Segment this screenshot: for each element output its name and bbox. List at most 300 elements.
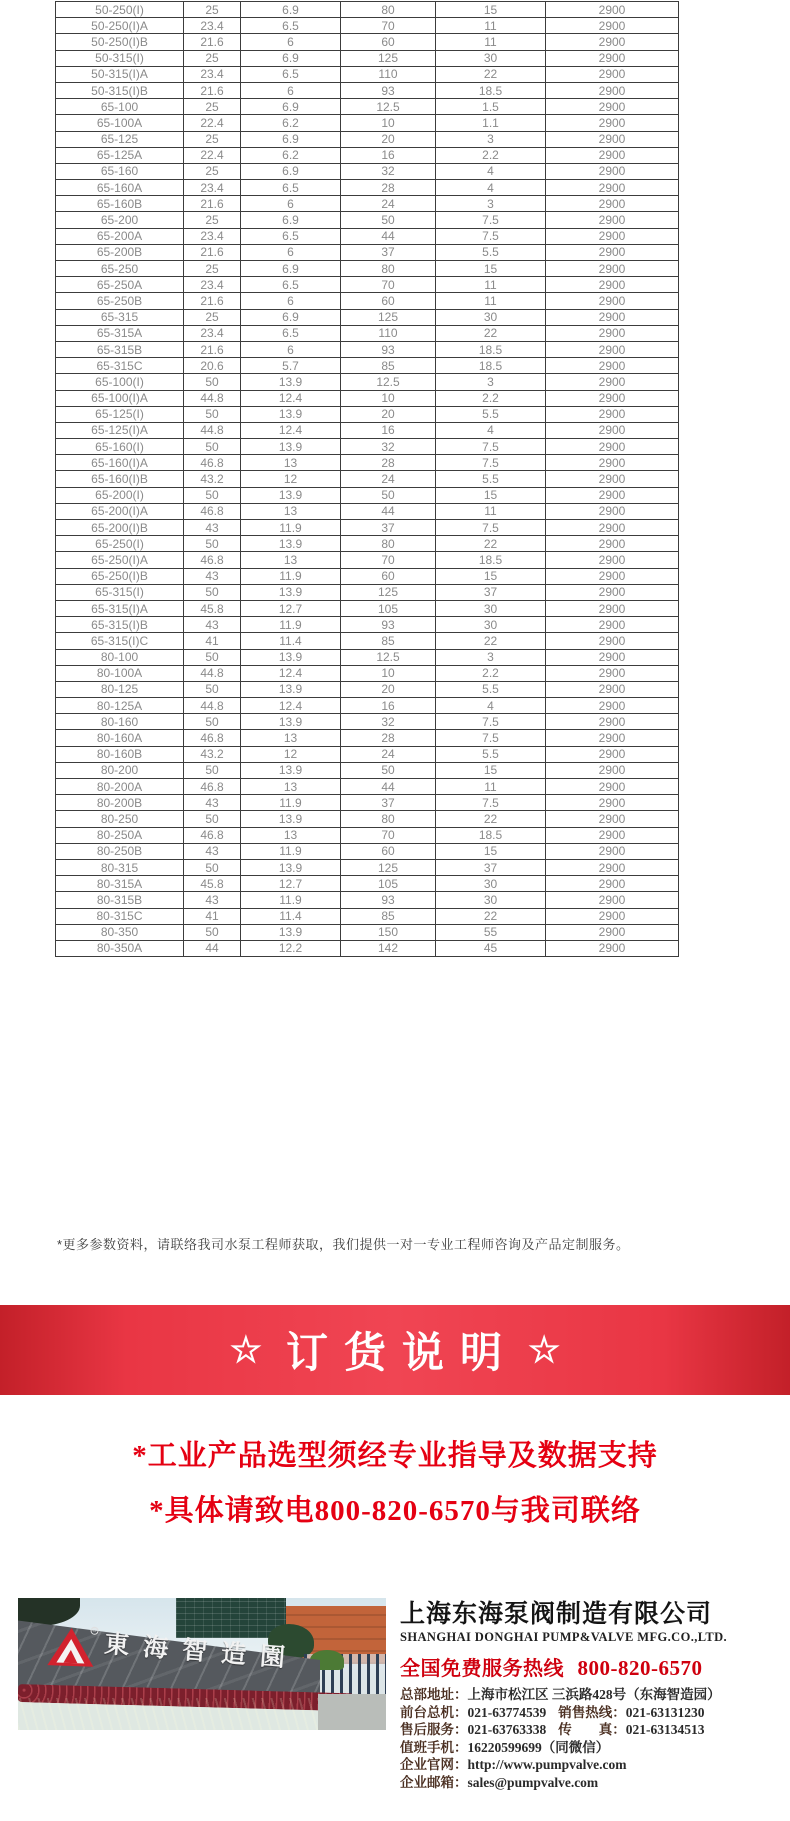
table-cell: 50-250(I) (56, 2, 184, 18)
table-cell: 6.2 (241, 115, 341, 131)
table-cell: 12.7 (241, 876, 341, 892)
table-cell: 50 (341, 762, 436, 778)
table-cell: 2900 (546, 50, 679, 66)
table-cell: 18.5 (436, 341, 546, 357)
table-cell: 43 (184, 568, 241, 584)
table-cell: 15 (436, 2, 546, 18)
table-cell: 23.4 (184, 18, 241, 34)
table-cell: 10 (341, 390, 436, 406)
table-cell: 2900 (546, 908, 679, 924)
table-cell: 2900 (546, 665, 679, 681)
table-cell: 6.9 (241, 99, 341, 115)
table-cell: 2900 (546, 2, 679, 18)
contact-line (400, 1721, 778, 1739)
contact-line (400, 1739, 778, 1757)
table-cell: 2900 (546, 34, 679, 50)
table-cell: 65-125A (56, 147, 184, 163)
table-cell: 80-160A (56, 730, 184, 746)
table-cell: 24 (341, 746, 436, 762)
table-cell: 6.9 (241, 309, 341, 325)
table-cell: 55 (436, 924, 546, 940)
table-cell: 6.9 (241, 2, 341, 18)
contact-label: 总部地址： (400, 1687, 468, 1702)
table-cell: 2900 (546, 876, 679, 892)
table-cell: 25 (184, 309, 241, 325)
table-row (56, 779, 679, 795)
table-cell: 16 (341, 422, 436, 438)
table-cell: 65-315(I)C (56, 633, 184, 649)
table-cell: 6.5 (241, 277, 341, 293)
table-cell: 30 (436, 876, 546, 892)
table-cell: 6 (241, 82, 341, 98)
table-cell: 10 (341, 115, 436, 131)
table-cell: 46.8 (184, 552, 241, 568)
table-cell: 65-200(I)B (56, 520, 184, 536)
table-row (56, 503, 679, 519)
table-cell: 44 (341, 503, 436, 519)
table-cell: 50 (184, 859, 241, 875)
table-cell: 50 (184, 924, 241, 940)
table-cell: 80 (341, 2, 436, 18)
hotline-label: 全国免费服务热线 (400, 1658, 564, 1680)
table-row (56, 2, 679, 18)
table-cell: 12 (241, 471, 341, 487)
table-cell: 65-100 (56, 99, 184, 115)
table-cell: 12.2 (241, 940, 341, 956)
table-row (56, 50, 679, 66)
table-row (56, 827, 679, 843)
hotline-number: 800-820-6570 (577, 1656, 703, 1680)
table-cell: 13.9 (241, 859, 341, 875)
table-cell: 46.8 (184, 827, 241, 843)
table-cell: 43 (184, 892, 241, 908)
table-cell: 2900 (546, 698, 679, 714)
table-row (56, 325, 679, 341)
table-row (56, 908, 679, 924)
table-cell: 18.5 (436, 358, 546, 374)
table-cell: 2900 (546, 617, 679, 633)
table-cell: 2900 (546, 99, 679, 115)
table-cell: 93 (341, 617, 436, 633)
table-cell: 11.9 (241, 617, 341, 633)
table-cell: 11.9 (241, 795, 341, 811)
table-cell: 6 (241, 341, 341, 357)
table-cell: 43 (184, 843, 241, 859)
contact-value[interactable]: http://www.pumpvalve.com (467, 1757, 627, 1773)
contact-value[interactable]: sales@pumpvalve.com (467, 1774, 599, 1790)
table-cell: 65-160 (56, 163, 184, 179)
table-cell: 15 (436, 843, 546, 859)
table-cell: 80-160 (56, 714, 184, 730)
table-cell: 2900 (546, 746, 679, 762)
table-cell: 2900 (546, 341, 679, 357)
table-cell: 80-250A (56, 827, 184, 843)
table-cell: 22.4 (184, 115, 241, 131)
table-cell: 70 (341, 18, 436, 34)
table-cell: 43.2 (184, 746, 241, 762)
table-cell: 21.6 (184, 293, 241, 309)
contact-value: 021-63763338 (467, 1722, 547, 1738)
table-cell: 2900 (546, 681, 679, 697)
table-cell: 2900 (546, 439, 679, 455)
table-cell: 80-250B (56, 843, 184, 859)
table-cell: 2900 (546, 309, 679, 325)
table-cell: 11 (436, 779, 546, 795)
table-row (56, 196, 679, 212)
table-row (56, 66, 679, 82)
table-cell: 22 (436, 633, 546, 649)
table-cell: 80-250 (56, 811, 184, 827)
table-cell: 11.9 (241, 520, 341, 536)
table-row (56, 34, 679, 50)
table-row (56, 876, 679, 892)
table-cell: 21.6 (184, 34, 241, 50)
table-cell: 44.8 (184, 422, 241, 438)
table-cell: 50 (184, 536, 241, 552)
table-cell: 24 (341, 196, 436, 212)
table-cell: 2900 (546, 374, 679, 390)
table-cell: 80-160B (56, 746, 184, 762)
table-cell: 7.5 (436, 228, 546, 244)
table-cell: 11.9 (241, 568, 341, 584)
table-row (56, 892, 679, 908)
table-row (56, 422, 679, 438)
table-cell: 50-315(I)A (56, 66, 184, 82)
table-cell: 12.5 (341, 374, 436, 390)
table-row (56, 244, 679, 260)
pump-spec-table (55, 1, 679, 957)
table-cell: 80-125 (56, 681, 184, 697)
star-icon: ☆ (528, 1329, 561, 1370)
table-cell: 13 (241, 455, 341, 471)
contact-label: 企业邮箱： (400, 1774, 468, 1790)
table-cell: 65-100A (56, 115, 184, 131)
table-cell: 2900 (546, 811, 679, 827)
table-cell: 2900 (546, 293, 679, 309)
table-cell: 2900 (546, 131, 679, 147)
table-cell: 50-250(I)B (56, 34, 184, 50)
contact-lines (400, 1686, 778, 1792)
table-cell: 25 (184, 163, 241, 179)
table-row (56, 681, 679, 697)
company-name-en: SHANGHAI DONGHAI PUMP&VALVE MFG.CO.,LTD. (400, 1630, 728, 1644)
table-cell: 50-315(I)B (56, 82, 184, 98)
company-info (400, 1599, 778, 1792)
table-row (56, 131, 679, 147)
table-cell: 44.8 (184, 698, 241, 714)
contact-label: 传 真： (558, 1722, 626, 1738)
table-cell: 16 (341, 147, 436, 163)
table-cell: 13.9 (241, 924, 341, 940)
order-notices (0, 1433, 790, 1543)
table-cell: 13.9 (241, 681, 341, 697)
table-cell: 25 (184, 131, 241, 147)
table-cell: 25 (184, 212, 241, 228)
table-cell: 5.7 (241, 358, 341, 374)
table-cell: 110 (341, 325, 436, 341)
table-cell: 2900 (546, 196, 679, 212)
table-cell: 37 (341, 520, 436, 536)
table-cell: 2900 (546, 633, 679, 649)
table-cell: 22 (436, 811, 546, 827)
table-cell: 2900 (546, 827, 679, 843)
table-cell: 93 (341, 82, 436, 98)
contact-value: 021-63131230 (625, 1704, 705, 1720)
table-cell: 44 (341, 228, 436, 244)
table-cell: 25 (184, 261, 241, 277)
table-row (56, 600, 679, 616)
table-cell: 2900 (546, 261, 679, 277)
table-cell: 65-125(I)A (56, 422, 184, 438)
table-cell: 2900 (546, 487, 679, 503)
table-cell: 32 (341, 439, 436, 455)
table-cell: 23.4 (184, 180, 241, 196)
table-cell: 37 (436, 584, 546, 600)
table-cell: 1.1 (436, 115, 546, 131)
table-row (56, 455, 679, 471)
table-cell: 80-350 (56, 924, 184, 940)
table-row (56, 374, 679, 390)
table-cell: 21.6 (184, 244, 241, 260)
table-cell: 65-315C (56, 358, 184, 374)
table-cell: 23.4 (184, 277, 241, 293)
table-row (56, 115, 679, 131)
table-row (56, 552, 679, 568)
table-cell: 80-200A (56, 779, 184, 795)
table-cell: 2900 (546, 924, 679, 940)
table-cell: 2900 (546, 228, 679, 244)
table-cell: 10 (341, 665, 436, 681)
table-cell: 50 (341, 212, 436, 228)
table-cell: 44.8 (184, 665, 241, 681)
service-hotline (400, 1652, 778, 1681)
table-cell: 2900 (546, 115, 679, 131)
table-cell: 13.9 (241, 811, 341, 827)
table-cell: 65-250(I) (56, 536, 184, 552)
table-cell: 1.5 (436, 99, 546, 115)
table-cell: 7.5 (436, 439, 546, 455)
table-cell: 43 (184, 520, 241, 536)
table-cell: 11.4 (241, 633, 341, 649)
table-cell: 125 (341, 50, 436, 66)
table-cell: 23.4 (184, 325, 241, 341)
table-cell: 65-200A (56, 228, 184, 244)
table-row (56, 811, 679, 827)
table-cell: 23.4 (184, 66, 241, 82)
table-cell: 43 (184, 795, 241, 811)
table-row (56, 180, 679, 196)
table-row (56, 698, 679, 714)
table-cell: 41 (184, 908, 241, 924)
table-cell: 80-100A (56, 665, 184, 681)
table-cell: 13 (241, 827, 341, 843)
table-cell: 65-315A (56, 325, 184, 341)
table-cell: 15 (436, 487, 546, 503)
table-cell: 60 (341, 568, 436, 584)
table-cell: 85 (341, 633, 436, 649)
table-cell: 46.8 (184, 730, 241, 746)
table-cell: 65-315(I)B (56, 617, 184, 633)
table-cell: 2900 (546, 163, 679, 179)
table-cell: 5.5 (436, 244, 546, 260)
table-cell: 2900 (546, 180, 679, 196)
table-cell: 2900 (546, 795, 679, 811)
table-cell: 65-250A (56, 277, 184, 293)
table-cell: 2900 (546, 82, 679, 98)
table-cell: 2.2 (436, 390, 546, 406)
table-cell: 2900 (546, 18, 679, 34)
table-row (56, 859, 679, 875)
table-cell: 65-250B (56, 293, 184, 309)
table-cell: 50 (184, 714, 241, 730)
table-cell: 13.9 (241, 536, 341, 552)
table-cell: 2900 (546, 406, 679, 422)
table-cell: 2900 (546, 568, 679, 584)
table-cell: 44 (184, 940, 241, 956)
table-cell: 6.9 (241, 163, 341, 179)
table-cell: 2900 (546, 66, 679, 82)
table-row (56, 940, 679, 956)
table-cell: 70 (341, 277, 436, 293)
table-cell: 28 (341, 180, 436, 196)
table-row (56, 358, 679, 374)
table-cell: 11 (436, 503, 546, 519)
table-cell: 13.9 (241, 714, 341, 730)
table-cell: 6 (241, 293, 341, 309)
table-cell: 12 (241, 746, 341, 762)
table-cell: 85 (341, 908, 436, 924)
table-cell: 80-315C (56, 908, 184, 924)
table-cell: 50 (341, 487, 436, 503)
table-cell: 5.5 (436, 681, 546, 697)
table-cell: 11 (436, 277, 546, 293)
table-cell: 46.8 (184, 779, 241, 795)
contact-line (400, 1686, 778, 1704)
table-cell: 80 (341, 811, 436, 827)
table-cell: 50 (184, 811, 241, 827)
table-cell: 22 (436, 908, 546, 924)
table-row (56, 406, 679, 422)
table-cell: 44.8 (184, 390, 241, 406)
table-cell: 15 (436, 568, 546, 584)
table-cell: 65-200 (56, 212, 184, 228)
table-cell: 12.5 (341, 649, 436, 665)
table-cell: 30 (436, 600, 546, 616)
table-cell: 50 (184, 374, 241, 390)
table-cell: 80-200B (56, 795, 184, 811)
table-cell: 65-200B (56, 244, 184, 260)
table-cell: 6.5 (241, 66, 341, 82)
table-cell: 2900 (546, 584, 679, 600)
table-row (56, 617, 679, 633)
table-cell: 22 (436, 536, 546, 552)
contact-line (400, 1756, 778, 1774)
table-cell: 65-160B (56, 196, 184, 212)
table-row (56, 99, 679, 115)
table-cell: 6.9 (241, 50, 341, 66)
order-notice-line-1: *工业产品选型须经专业指导及数据支持 (132, 1440, 658, 1472)
table-cell: 110 (341, 66, 436, 82)
table-cell: 4 (436, 163, 546, 179)
table-cell: 65-160(I)B (56, 471, 184, 487)
table-cell: 50 (184, 681, 241, 697)
table-cell: 5.5 (436, 746, 546, 762)
table-cell: 125 (341, 309, 436, 325)
table-cell: 6.5 (241, 228, 341, 244)
table-row (56, 163, 679, 179)
table-cell: 2900 (546, 762, 679, 778)
table-cell: 11 (436, 18, 546, 34)
table-row (56, 746, 679, 762)
table-row (56, 762, 679, 778)
table-row (56, 633, 679, 649)
table-cell: 80-315A (56, 876, 184, 892)
table-cell: 6 (241, 196, 341, 212)
table-cell: 25 (184, 2, 241, 18)
table-row (56, 843, 679, 859)
order-notice-line-2: *具体请致电800-820-6570与我司联络 (149, 1495, 641, 1527)
table-cell: 2900 (546, 779, 679, 795)
contact-value: 16220599699（同微信） (467, 1739, 610, 1755)
table-cell: 24 (341, 471, 436, 487)
table-cell: 2900 (546, 552, 679, 568)
table-cell: 11 (436, 34, 546, 50)
table-cell: 11 (436, 293, 546, 309)
table-row (56, 212, 679, 228)
table-cell: 46.8 (184, 455, 241, 471)
table-row (56, 924, 679, 940)
table-cell: 44 (341, 779, 436, 795)
table-cell: 65-125 (56, 131, 184, 147)
table-cell: 46.8 (184, 503, 241, 519)
table-cell: 65-100(I) (56, 374, 184, 390)
table-cell: 13 (241, 779, 341, 795)
contact-label: 值班手机： (400, 1739, 468, 1755)
table-row (56, 471, 679, 487)
table-cell: 13 (241, 552, 341, 568)
table-row (56, 390, 679, 406)
table-row (56, 293, 679, 309)
table-cell: 2900 (546, 714, 679, 730)
table-cell: 6.5 (241, 180, 341, 196)
table-cell: 6.9 (241, 131, 341, 147)
table-cell: 4 (436, 422, 546, 438)
table-cell: 15 (436, 261, 546, 277)
table-cell: 18.5 (436, 82, 546, 98)
table-cell: 7.5 (436, 795, 546, 811)
table-cell: 18.5 (436, 827, 546, 843)
table-cell: 2900 (546, 536, 679, 552)
table-cell: 37 (436, 859, 546, 875)
table-cell: 21.6 (184, 341, 241, 357)
table-cell: 2900 (546, 940, 679, 956)
star-icon: ☆ (229, 1329, 262, 1370)
table-cell: 3 (436, 196, 546, 212)
table-cell: 25 (184, 50, 241, 66)
table-cell: 5.5 (436, 471, 546, 487)
table-cell: 13.9 (241, 439, 341, 455)
table-cell: 15 (436, 762, 546, 778)
table-cell: 105 (341, 600, 436, 616)
table-cell: 4 (436, 698, 546, 714)
table-cell: 32 (341, 714, 436, 730)
table-row (56, 261, 679, 277)
table-cell: 2900 (546, 422, 679, 438)
table-cell: 18.5 (436, 552, 546, 568)
contact-label: 企业官网： (400, 1757, 468, 1773)
table-cell: 4 (436, 180, 546, 196)
table-cell: 13.9 (241, 406, 341, 422)
